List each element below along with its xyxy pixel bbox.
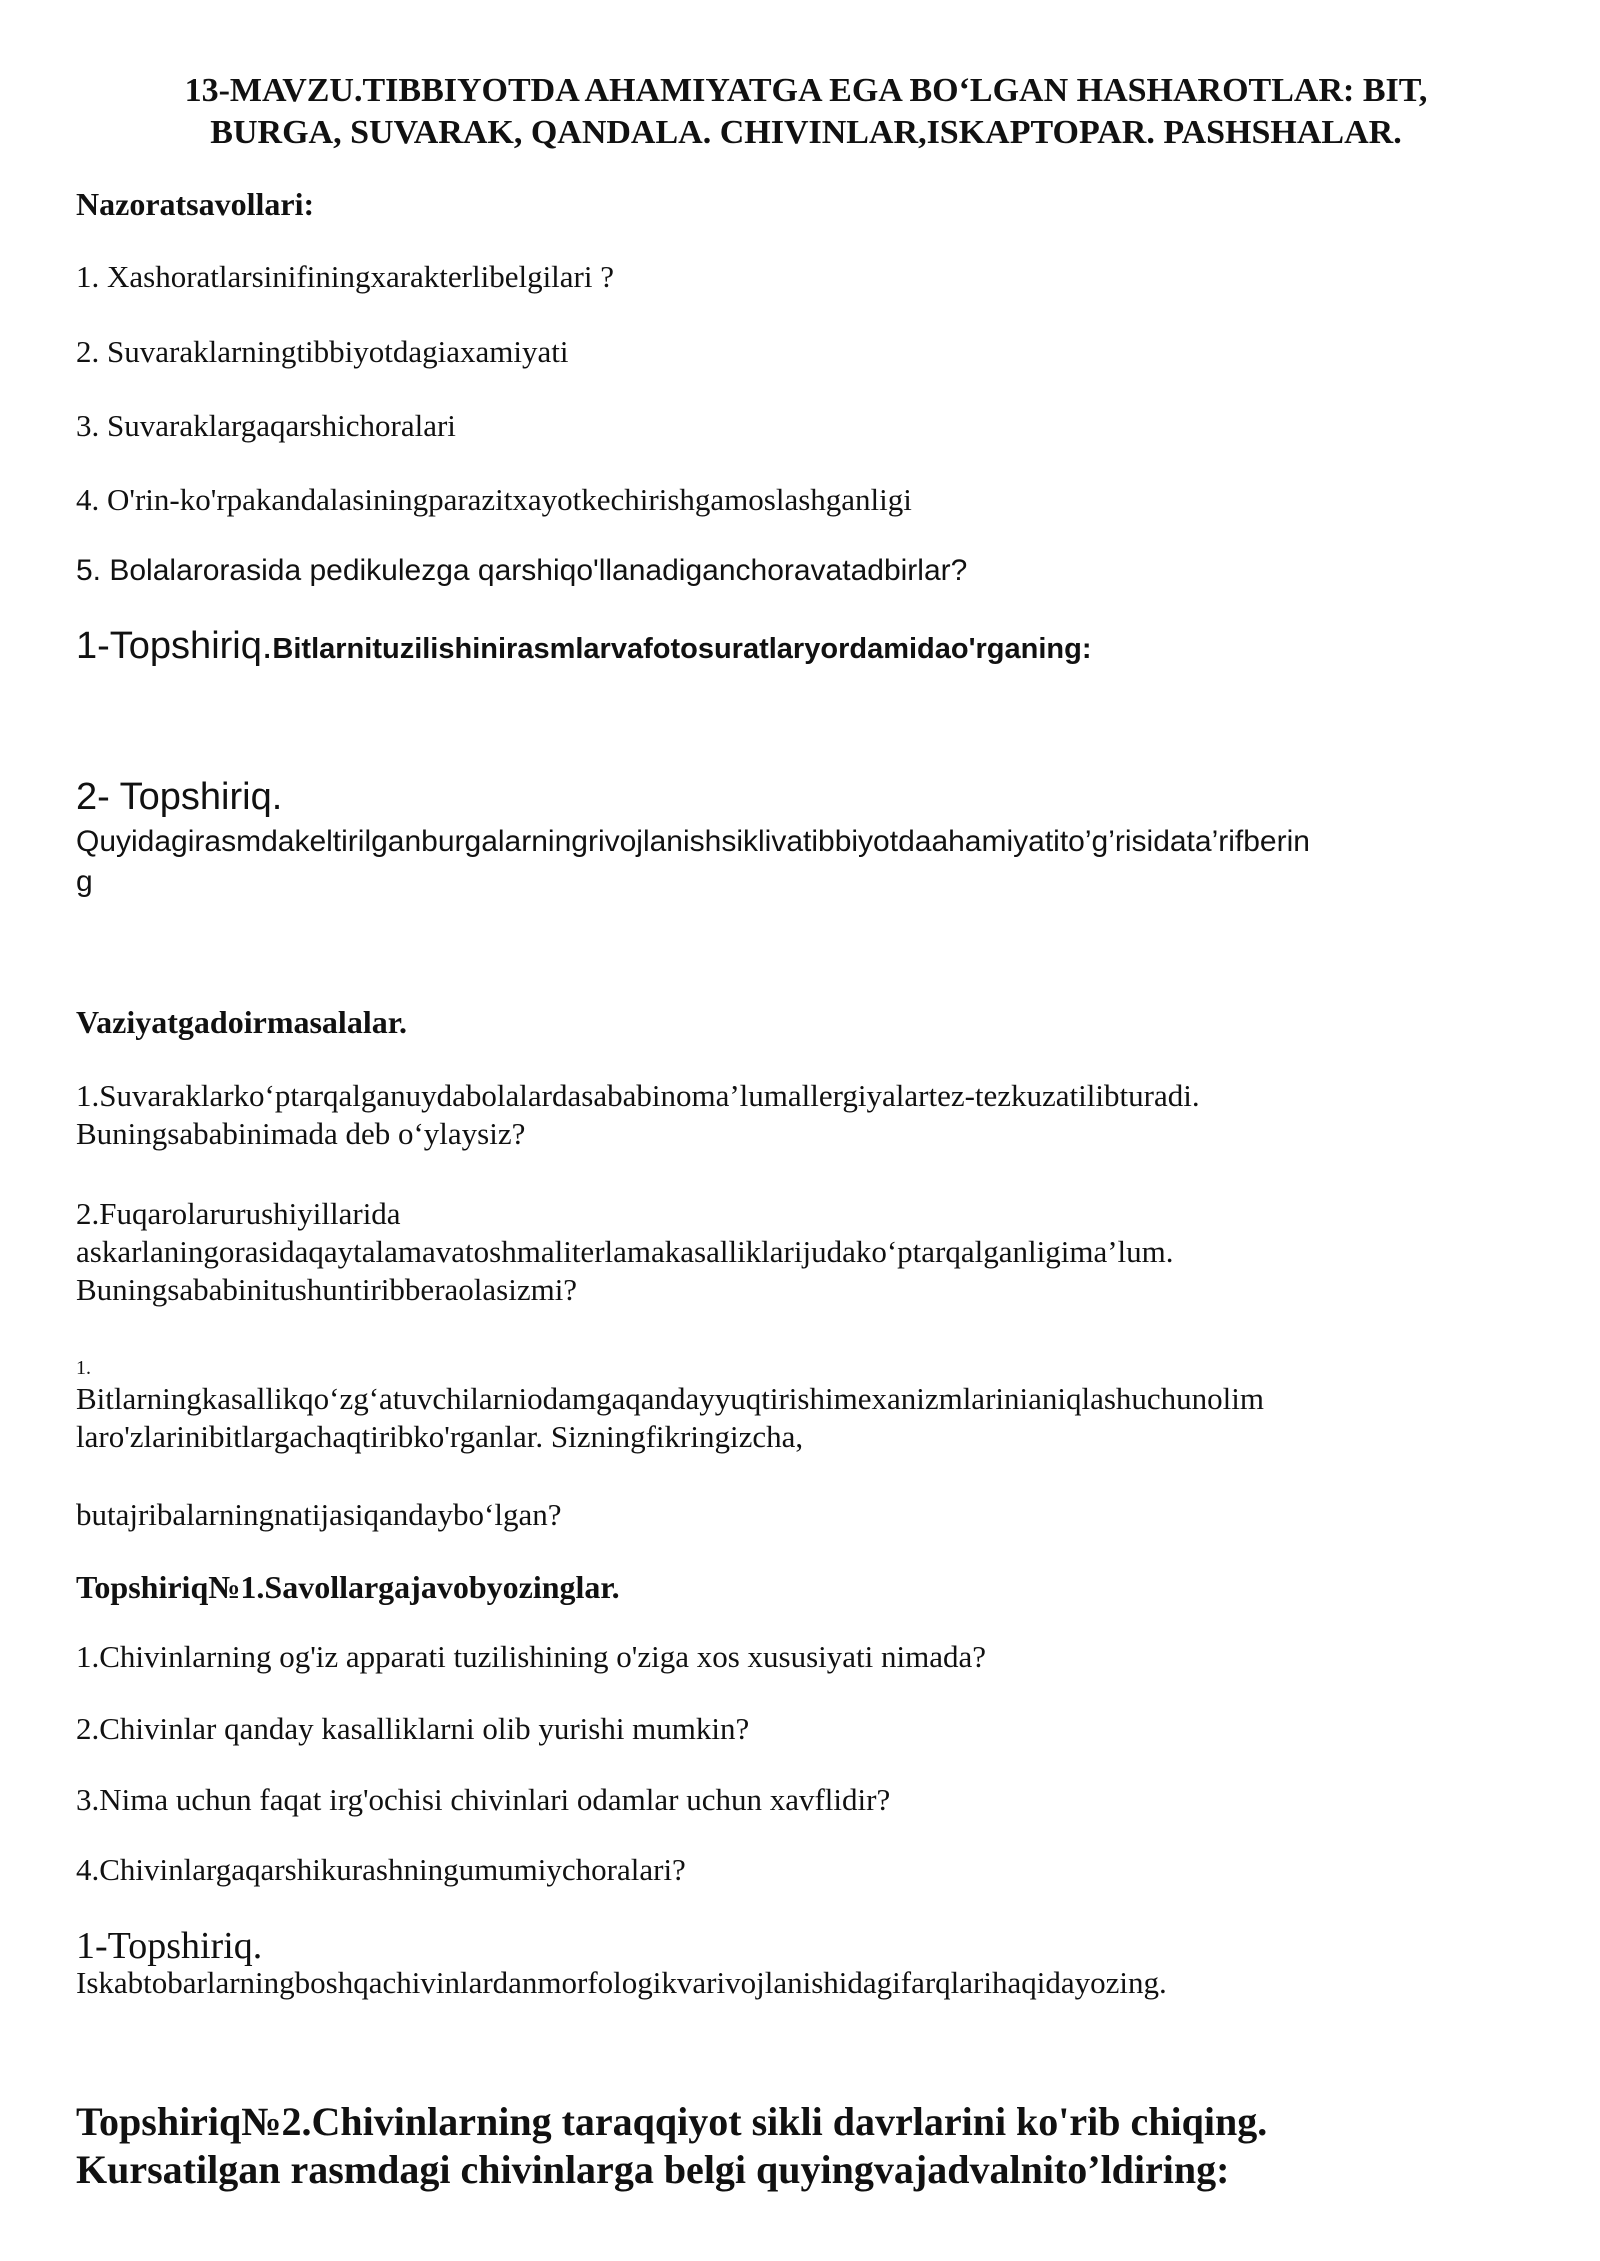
- task-1-text: Bitlarnituzilishinirasmlarvafotosuratlaryordamidao'rganing:: [272, 633, 1092, 665]
- task-2-line-2: g: [76, 865, 93, 898]
- chivin-question-3: 3.Nima uchun faqat irg'ochisi chivinlari odamlar uchun xavflidir?: [76, 1782, 891, 1817]
- chivin-question-1: 1.Chivinlarning og'iz apparati tuzilishining o'ziga xos xususiyati nimada?: [76, 1639, 987, 1674]
- vaziyat-2-line-3: Buningsababinitushuntiribberaolasizmi?: [76, 1272, 578, 1307]
- topshiriq-no1-heading: Topshiriq№1.Savollargajavobyozinglar.: [76, 1569, 620, 1605]
- topshiriq-no2: [76, 2098, 1536, 2194]
- page-title: [76, 70, 1536, 154]
- nazorat-heading: Nazoratsavollari:: [76, 186, 315, 222]
- task-3-text: Iskabtobarlarningboshqachivinlardanmorfologikvarivojlanishidagifarqlarihaqidayozing.: [76, 1965, 1167, 2000]
- vaziyat-heading: Vaziyatgadoirmasalalar.: [76, 1004, 407, 1040]
- vaziyat-problem-1: [76, 1077, 1536, 1153]
- task-3-heading: 1-Topshiriq.: [76, 1925, 263, 1967]
- task-1: [76, 622, 1536, 670]
- vaziyat-1-line-1: 1.Suvaraklarko‘ptarqalganuydabolalardasababinoma’lumallergiyalartez-tezkuzatilibturadi.: [76, 1078, 1200, 1113]
- chivin-question-4: 4.Chivinlargaqarshikurashningumumiychoralari?: [76, 1852, 686, 1887]
- vaziyat-2-line-1: 2.Fuqarolarurushiyillarida: [76, 1196, 401, 1231]
- topshiriq-no2-line-1: Topshiriq№2.Chivinlarning taraqqiyot sikli davrlarini ko'rib chiqing.: [76, 2099, 1268, 2144]
- task-1-prefix: 1-Topshiriq.: [76, 625, 273, 667]
- task-2-line-1: Quyidagirasmdakeltirilganburgalarningrivojlanishsiklivatibbiyotdaahamiyatito’g’risidata’rifberin: [76, 825, 1310, 858]
- vaziyat-problem-3: [76, 1380, 1536, 1456]
- vaziyat-3-number: 1.: [76, 1357, 91, 1379]
- task-2-heading: 2- Topshiriq.: [76, 776, 283, 818]
- title-line-1: 13-MAVZU.TIBBIYOTDA AHAMIYATGA EGA BO‘LGAN HASHAROTLAR: BIT,: [184, 72, 1428, 109]
- vaziyat-2-line-2: askarlaningorasidaqaytalamavatoshmaliterlamakasalliklarijudako‘ptarqalganligima’lum.: [76, 1234, 1174, 1269]
- vaziyat-3-line-1: Bitlarningkasallikqo‘zg‘atuvchilarniodamgaqandayyuqtirishimexanizmlarinianiqlashuchunolim: [76, 1381, 1265, 1416]
- title-line-2: BURGA, SUVARAK, QANDALA. CHIVINLAR,ISKAPTOPAR. PASHSHALAR.: [210, 114, 1402, 151]
- vaziyat-problem-2: [76, 1195, 1536, 1309]
- nazorat-question-2: 2. Suvaraklarningtibbiyotdagiaxamiyati: [76, 334, 569, 369]
- vaziyat-3-line-3: butajribalarningnatijasiqandaybo‘lgan?: [76, 1497, 562, 1532]
- nazorat-question-1: 1. Xashoratlarsinifiningxarakterlibelgilari ?: [76, 259, 615, 294]
- nazorat-question-5: 5. Bolalarorasida pedikulezga qarshiqo'llanadiganchoravatadbirlar?: [76, 554, 968, 587]
- vaziyat-3-line-2: laro'zlarinibitlargachaqtiribko'rganlar. Sizningfikringizcha,: [76, 1419, 804, 1454]
- vaziyat-1-line-2: Buningsababinimada deb o‘ylaysiz?: [76, 1116, 526, 1151]
- topshiriq-no2-line-2: Kursatilgan rasmdagi chivinlarga belgi quyingvajadvalnito’ldiring:: [76, 2147, 1230, 2192]
- nazorat-question-3: 3. Suvaraklargaqarshichoralari: [76, 408, 456, 443]
- chivin-question-2: 2.Chivinlar qanday kasalliklarni olib yurishi mumkin?: [76, 1711, 750, 1746]
- nazorat-question-4: 4. O'rin-ko'rpakandalasiningparazitxayotkechirishgamoslashganligi: [76, 482, 912, 517]
